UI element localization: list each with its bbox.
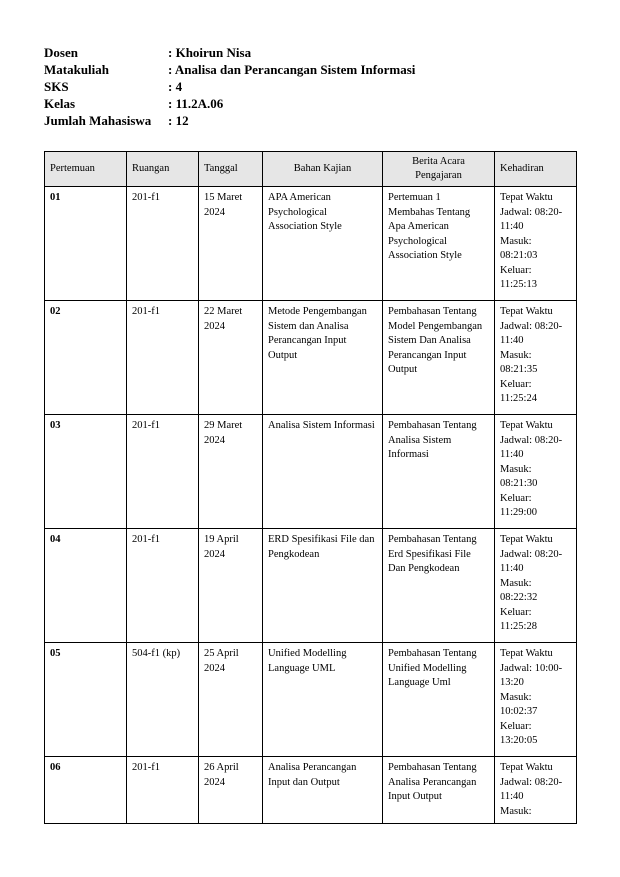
cell-ruangan: 201-f1	[127, 757, 199, 824]
cell-kehadiran	[495, 529, 577, 643]
cell-tanggal: 26 April 2024	[199, 757, 263, 824]
cell-ruangan: 201-f1	[127, 301, 199, 415]
kehadiran-keluar: Keluar: 11:25:13	[500, 264, 537, 290]
kelas-label: Kelas	[44, 96, 76, 111]
cell-bahan-kajian: Analisa Perancangan Input dan Output	[263, 757, 383, 824]
cell-kehadiran	[495, 187, 577, 301]
kehadiran-keluar: Keluar: 11:25:28	[500, 606, 537, 632]
kehadiran-masuk: Masuk: 08:22:32	[500, 577, 538, 603]
kehadiran-jadwal: Jadwal: 08:20-11:40	[500, 434, 563, 460]
cell-bahan-kajian: APA American Psychological Association Style	[263, 187, 383, 301]
header-tanggal: Tanggal	[199, 152, 263, 187]
cell-berita-acara: Pembahasan Tentang Analisa Sistem Informasi	[383, 415, 495, 529]
cell-tanggal: 19 April 2024	[199, 529, 263, 643]
kehadiran-status: Tepat Waktu	[500, 534, 553, 545]
cell-ruangan: 201-f1	[127, 187, 199, 301]
header-ruangan: Ruangan	[127, 152, 199, 187]
kehadiran-masuk: Masuk: 08:21:03	[500, 235, 538, 261]
table-row	[45, 757, 577, 824]
cell-bahan-kajian: ERD Spesifikasi File dan Pengkodean	[263, 529, 383, 643]
header-pertemuan: Pertemuan	[45, 152, 127, 187]
attendance-table-wrapper	[44, 151, 576, 824]
kehadiran-status: Tepat Waktu	[500, 306, 553, 317]
cell-ruangan: 201-f1	[127, 529, 199, 643]
jumlah-value: : 12	[168, 113, 189, 128]
kehadiran-status: Tepat Waktu	[500, 762, 553, 773]
kehadiran-keluar: Keluar: 11:29:00	[500, 492, 537, 518]
kehadiran-jadwal: Jadwal: 08:20-11:40	[500, 776, 563, 802]
matakuliah-label: Matakuliah	[44, 62, 110, 77]
dosen-value: : Khoirun Nisa	[168, 45, 252, 60]
cell-kehadiran	[495, 301, 577, 415]
cell-berita-acara: Pembahasan Tentang Analisa Perancangan Input Output	[383, 757, 495, 824]
table-row	[45, 643, 577, 757]
cell-pertemuan: 02	[45, 301, 127, 415]
kehadiran-keluar: Keluar: 13:20:05	[500, 720, 538, 746]
kelas-value: : 11.2A.06	[168, 96, 224, 111]
cell-pertemuan: 05	[45, 643, 127, 757]
table-header-row	[45, 152, 577, 187]
cell-berita-acara: Pembahasan Tentang Unified Modelling Language Uml	[383, 643, 495, 757]
table-row	[45, 415, 577, 529]
cell-berita-acara: Pembahasan Tentang Erd Spesifikasi File Dan Pengkodean	[383, 529, 495, 643]
cell-bahan-kajian: Analisa Sistem Informasi	[263, 415, 383, 529]
kehadiran-status: Tepat Waktu	[500, 648, 553, 659]
cell-kehadiran	[495, 415, 577, 529]
header-kehadiran: Kehadiran	[495, 152, 577, 187]
matakuliah-value: : Analisa dan Perancangan Sistem Informasi	[168, 62, 416, 77]
table-row	[45, 529, 577, 643]
header-bahan-kajian: Bahan Kajian	[263, 152, 383, 187]
cell-bahan-kajian: Unified Modelling Language UML	[263, 643, 383, 757]
jumlah-row	[44, 112, 415, 129]
cell-berita-acara: Pertemuan 1 Membahas Tentang Apa American Psychological Association Style	[383, 187, 495, 301]
cell-pertemuan: 01	[45, 187, 127, 301]
cell-tanggal: 25 April 2024	[199, 643, 263, 757]
kehadiran-masuk: Masuk:	[500, 805, 532, 817]
header-berita-acara: Berita Acara Pengajaran	[383, 152, 495, 187]
kehadiran-jadwal: Jadwal: 10:00-13:20	[500, 662, 563, 688]
attendance-table	[44, 151, 577, 824]
table-row	[45, 301, 577, 415]
cell-tanggal: 22 Maret 2024	[199, 301, 263, 415]
cell-pertemuan: 06	[45, 757, 127, 824]
cell-bahan-kajian: Metode Pengembangan Sistem dan Analisa Perancangan Input Output	[263, 301, 383, 415]
kehadiran-jadwal: Jadwal: 08:20-11:40	[500, 548, 563, 574]
cell-pertemuan: 03	[45, 415, 127, 529]
kehadiran-masuk: Masuk: 08:21:30	[500, 463, 538, 489]
dosen-label: Dosen	[44, 45, 78, 60]
kehadiran-jadwal: Jadwal: 08:20-11:40	[500, 206, 563, 232]
dosen-row	[44, 44, 415, 61]
cell-pertemuan: 04	[45, 529, 127, 643]
kehadiran-masuk: Masuk: 10:02:37	[500, 691, 538, 717]
cell-kehadiran	[495, 757, 577, 824]
kehadiran-masuk: Masuk: 08:21:35	[500, 349, 538, 375]
sks-row	[44, 78, 415, 95]
jumlah-label: Jumlah Mahasiswa	[44, 113, 152, 128]
kelas-row	[44, 95, 415, 112]
cell-berita-acara: Pembahasan Tentang Model Pengembangan Sistem Dan Analisa Perancangan Input Output	[383, 301, 495, 415]
kehadiran-status: Tepat Waktu	[500, 420, 553, 431]
matakuliah-row	[44, 61, 415, 78]
course-info	[44, 44, 415, 129]
cell-tanggal: 29 Maret 2024	[199, 415, 263, 529]
sks-value: : 4	[168, 79, 183, 94]
cell-ruangan: 504-f1 (kp)	[127, 643, 199, 757]
kehadiran-jadwal: Jadwal: 08:20-11:40	[500, 320, 563, 346]
cell-ruangan: 201-f1	[127, 415, 199, 529]
cell-kehadiran	[495, 643, 577, 757]
sks-label: SKS	[44, 79, 69, 94]
cell-tanggal: 15 Maret 2024	[199, 187, 263, 301]
kehadiran-keluar: Keluar: 11:25:24	[500, 378, 537, 404]
kehadiran-status: Tepat Waktu	[500, 192, 553, 203]
table-row	[45, 187, 577, 301]
